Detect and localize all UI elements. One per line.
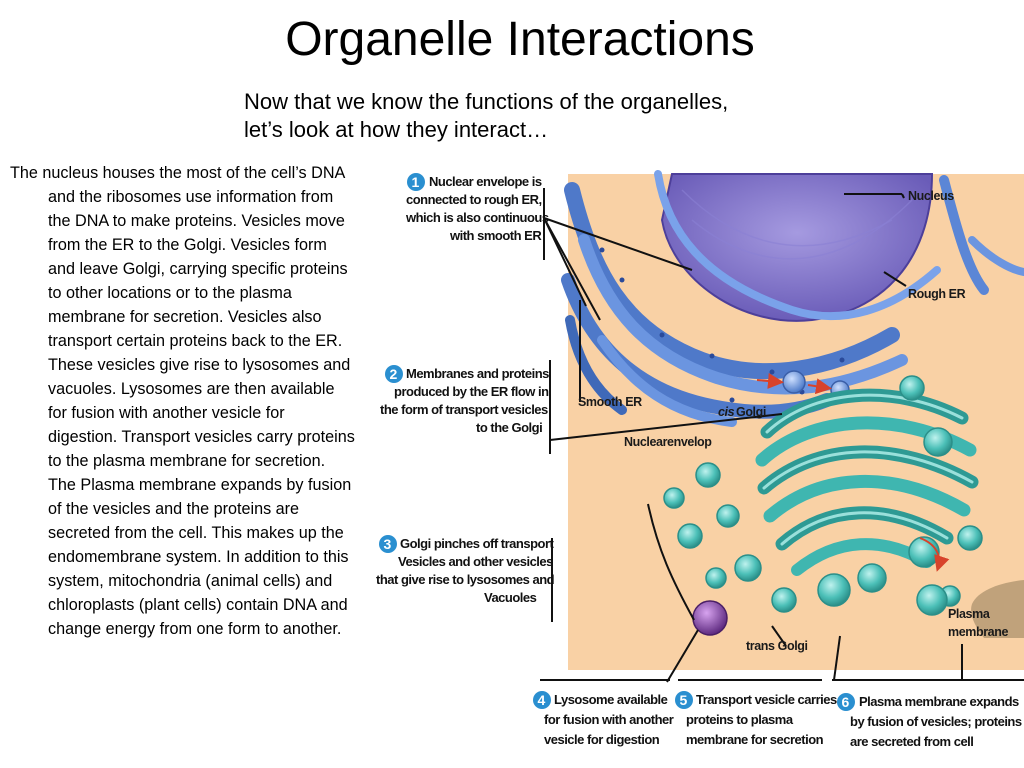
label-golgi: Golgi bbox=[736, 405, 766, 419]
callout-text: Plasma membrane expands bbox=[859, 694, 1019, 709]
callout-text: Transport vesicle carries bbox=[696, 692, 837, 707]
callout-text: Nuclear envelope is bbox=[429, 174, 542, 189]
label-plasma-1: Plasma bbox=[948, 607, 990, 621]
subtitle bbox=[244, 88, 804, 144]
callout-text: produced by the ER flow in bbox=[394, 384, 549, 399]
callout-text: for fusion with another bbox=[544, 712, 674, 727]
callout-6 bbox=[837, 693, 1022, 749]
callout-text: membrane for secretion bbox=[686, 732, 824, 747]
lysosome bbox=[693, 601, 727, 635]
callout-number: 1 bbox=[411, 174, 420, 190]
label-trans-golgi: trans Golgi bbox=[746, 639, 808, 653]
callout-text: vesicle for digestion bbox=[544, 732, 660, 747]
callout-4 bbox=[533, 691, 674, 747]
callout-2 bbox=[380, 365, 549, 435]
callout-number: 4 bbox=[537, 692, 546, 708]
callout-text: proteins to plasma bbox=[686, 712, 793, 727]
label-nucleus: Nucleus bbox=[908, 189, 954, 203]
callout-number: 3 bbox=[383, 536, 392, 552]
callout-text: Golgi pinches off transport bbox=[400, 536, 554, 551]
callout-text: that give rise to lysosomes and bbox=[376, 572, 555, 587]
callout-text: to the Golgi bbox=[476, 420, 543, 435]
callout-text: which is also continuous bbox=[406, 210, 549, 225]
callout-text: connected to rough ER, bbox=[406, 192, 542, 207]
label-plasma-2: membrane bbox=[948, 625, 1009, 639]
subtitle-line: let’s look at how they interact… bbox=[244, 117, 549, 142]
callout-number: 2 bbox=[389, 366, 398, 382]
callout-text: by fusion of vesicles; proteins bbox=[850, 714, 1022, 729]
label-smooth-er: Smooth ER bbox=[578, 395, 642, 409]
callout-text: Vesicles and other vesicles bbox=[398, 554, 553, 569]
callout-text: Lysosome available bbox=[554, 692, 668, 707]
callout-text: with smooth ER bbox=[450, 228, 542, 243]
callout-number: 5 bbox=[679, 692, 688, 708]
label-nuclear-envelope: Nuclearenvelop bbox=[624, 435, 712, 449]
endomembrane-diagram bbox=[372, 160, 1024, 768]
er-vesicle bbox=[783, 371, 805, 393]
callout-1 bbox=[405, 173, 549, 243]
label-rough-er: Rough ER bbox=[908, 287, 966, 301]
callout-text: Membranes and proteins bbox=[406, 366, 549, 381]
subtitle-line: Now that we know the functions of the organelles, bbox=[244, 89, 729, 114]
callout-text: Vacuoles bbox=[484, 590, 537, 605]
label-cis: cis bbox=[718, 405, 735, 419]
callout-3 bbox=[376, 535, 555, 605]
callout-number: 6 bbox=[841, 694, 850, 710]
body-paragraph: The nucleus houses the most of the cell’s DNA and the ribosomes use information from the DNA to make proteins. Vesicles move from the ER to the Golgi. Vesicles form and leave Golgi, carrying specific proteins to other locations or to the plasma membrane for secretion. Vesicles also transport certain proteins back to the ER. These vesicles give rise to lysosomes and vacuoles. Lysosomes are then available for fusion with another vesicle for digestion. Transport vesicles carry proteins to the plasma membrane for secretion. The Plasma membrane expands by fusion of the vesicles and the proteins are secreted from the cell. This makes up the endomembrane system. In addition to this system, mitochondria (animal cells) and chloroplasts (plant cells) contain DNA and change energy from one form to another. bbox=[10, 164, 355, 638]
callout-text: are secreted from cell bbox=[850, 734, 974, 749]
callout-5 bbox=[675, 691, 837, 747]
slide-title: Organelle Interactions bbox=[285, 13, 755, 66]
callout-text: the form of transport vesicles bbox=[380, 402, 548, 417]
